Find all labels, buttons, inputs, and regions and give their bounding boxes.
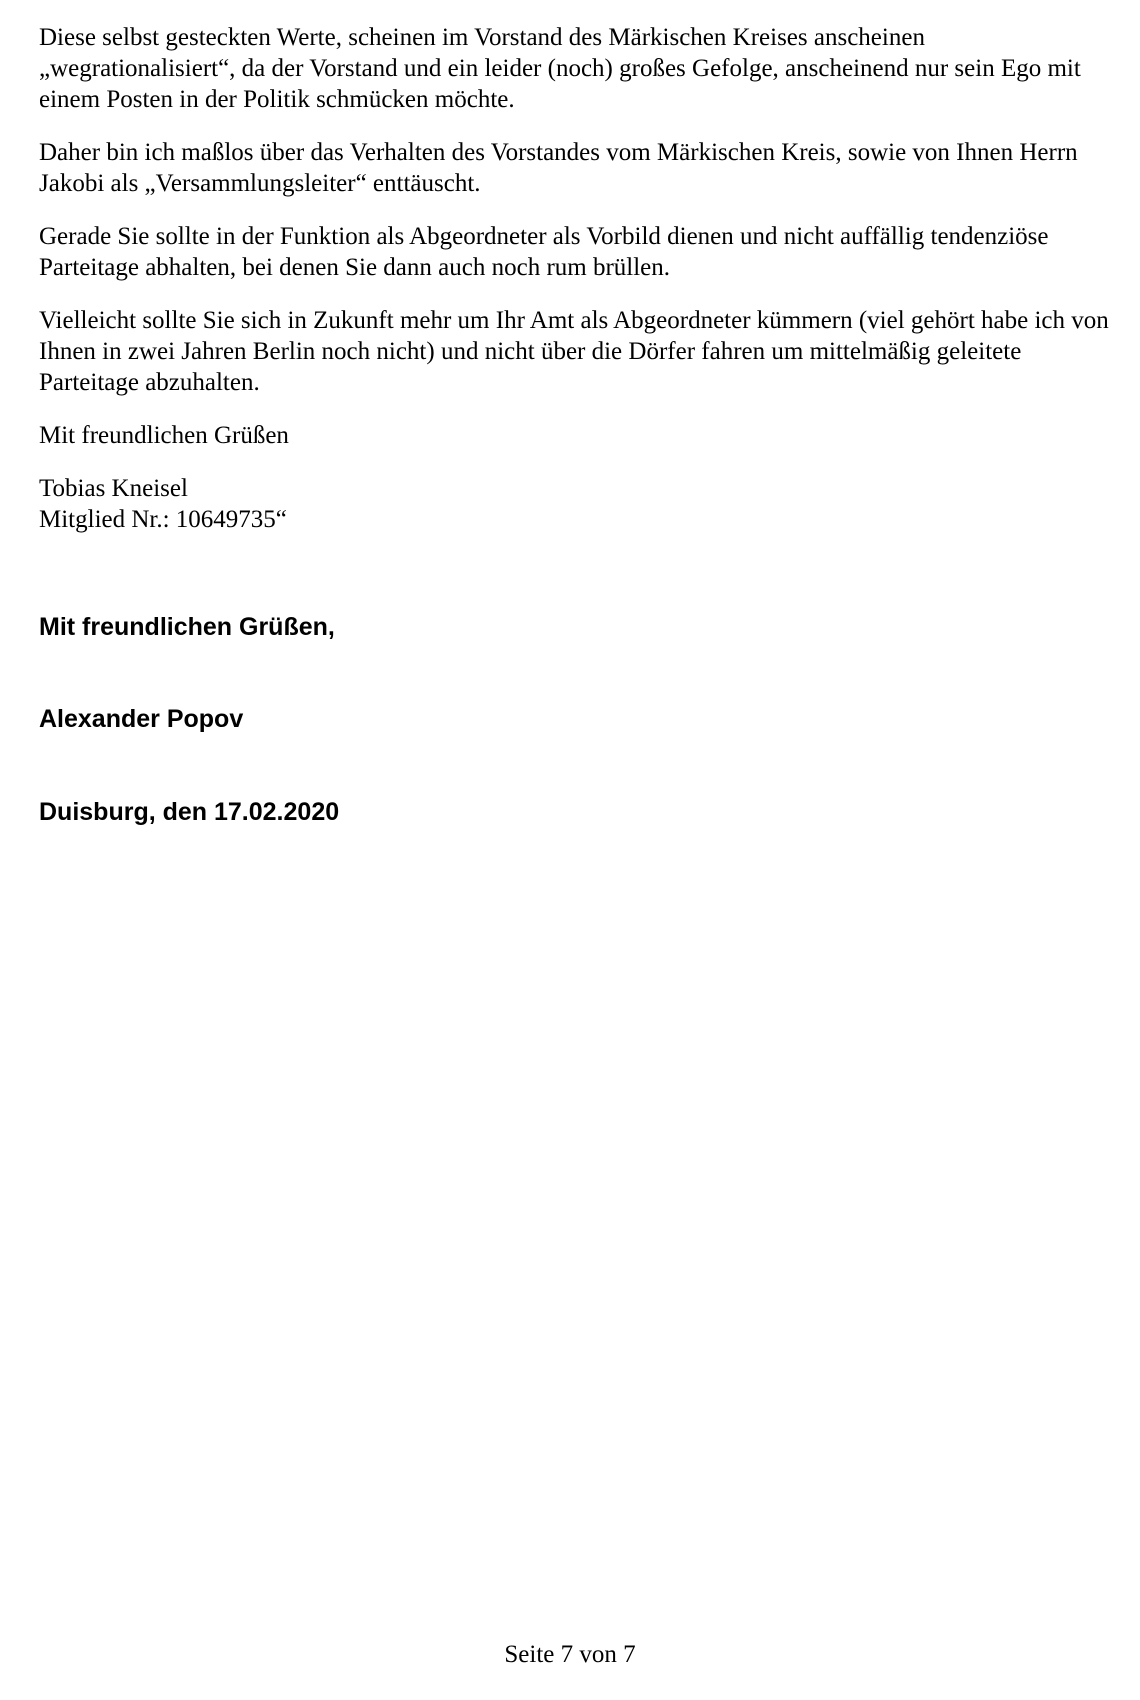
page-number-footer: Seite 7 von 7: [504, 1641, 636, 1668]
place-and-date: Duisburg, den 17.02.2020: [39, 798, 340, 826]
paragraph-1: Diese selbst gesteckten Werte, scheinen im Vorstand des Märkischen Kreises anscheinen „wegrationalisiert“, da der Vorstand und ein leider (noch) großes Gefolge, anscheinend nur sein Ego mit einem Posten in der Politik schmücken möchte.: [39, 24, 1081, 113]
paragraph-2: Daher bin ich maßlos über das Verhalten des Vorstandes vom Märkischen Kreis, sowie von Ihnen Herrn Jakobi als „Versammlungsleiter“ enttäuscht.: [39, 139, 1078, 197]
closing-greeting: Mit freundlichen Grüßen,: [39, 613, 335, 641]
quoted-closing: Mit freundlichen Grüßen: [39, 422, 289, 449]
paragraph-4: Vielleicht sollte Sie sich in Zukunft mehr um Ihr Amt als Abgeordneter kümmern (viel gehört habe ich von Ihnen in zwei Jahren Berlin noch nicht) und nicht über die Dörfer fahren um mittelmäßig geleitete Parteitage abzuhalten.: [39, 307, 1109, 396]
quoted-signature-name: Tobias Kneisel: [39, 475, 188, 502]
sender-name: Alexander Popov: [39, 705, 244, 733]
quoted-letter: [39, 22, 1119, 557]
quoted-member-number: Mitglied Nr.: 10649735“: [39, 506, 287, 533]
paragraph-3: Gerade Sie sollte in der Funktion als Abgeordneter als Vorbild dienen und nicht auffällig tendenziöse Parteitage abhalten, bei denen Sie dann auch noch rum brüllen.: [39, 223, 1049, 281]
quoted-signature: [39, 473, 1119, 535]
